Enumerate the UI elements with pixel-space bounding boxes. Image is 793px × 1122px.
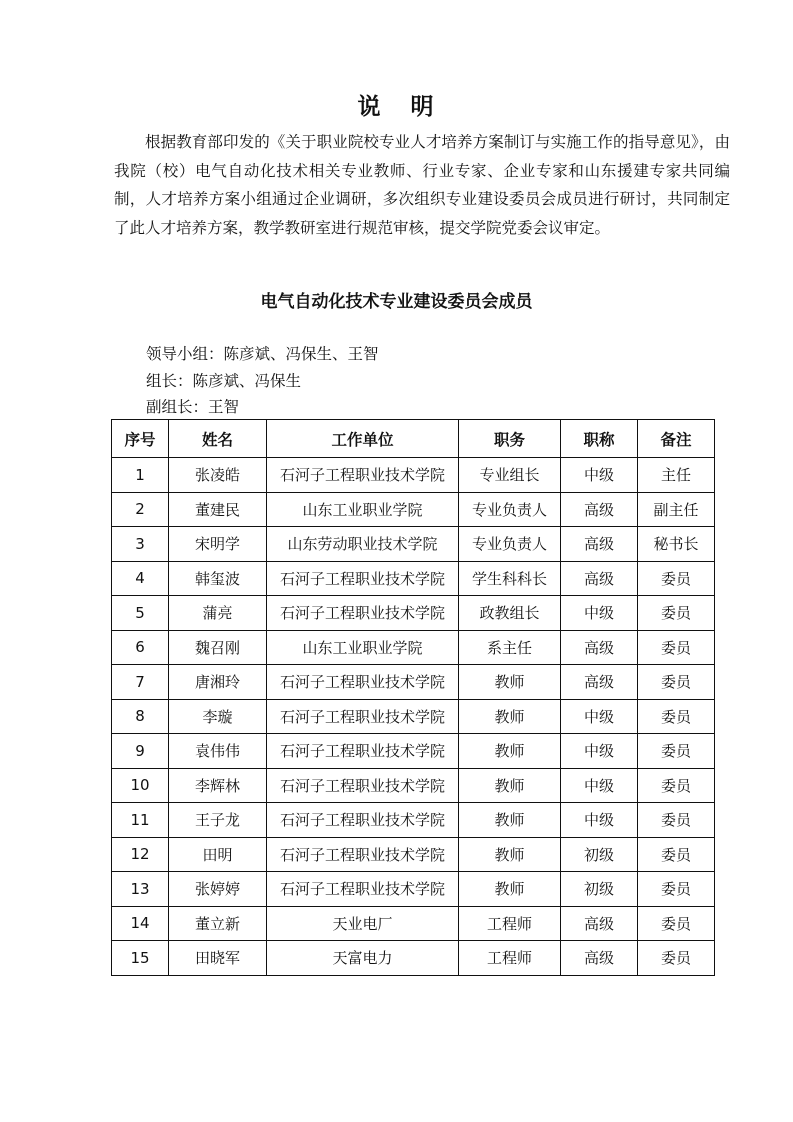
position-cell: 教师 bbox=[459, 837, 561, 872]
remark-cell: 委员 bbox=[638, 906, 715, 941]
index-cell: 8 bbox=[112, 699, 169, 734]
position-cell: 教师 bbox=[459, 803, 561, 838]
name-cell: 韩玺波 bbox=[169, 561, 267, 596]
table-row bbox=[112, 492, 715, 527]
position-cell: 系主任 bbox=[459, 630, 561, 665]
rank-cell: 中级 bbox=[561, 596, 638, 631]
table-row bbox=[112, 527, 715, 562]
leader-line: 组长：陈彦斌、冯保生 bbox=[146, 371, 302, 390]
remark-cell: 秘书长 bbox=[638, 527, 715, 562]
index-cell: 10 bbox=[112, 768, 169, 803]
employer-cell: 石河子工程职业技术学院 bbox=[267, 699, 459, 734]
rank-cell: 中级 bbox=[561, 803, 638, 838]
name-cell: 李璇 bbox=[169, 699, 267, 734]
name-cell: 蒲亮 bbox=[169, 596, 267, 631]
table-row bbox=[112, 699, 715, 734]
rank-cell: 高级 bbox=[561, 630, 638, 665]
employer-cell: 石河子工程职业技术学院 bbox=[267, 837, 459, 872]
rank-cell: 高级 bbox=[561, 665, 638, 700]
header-remark: 备注 bbox=[638, 420, 715, 458]
remark-cell: 委员 bbox=[638, 734, 715, 769]
rank-cell: 高级 bbox=[561, 492, 638, 527]
index-cell: 2 bbox=[112, 492, 169, 527]
index-cell: 1 bbox=[112, 458, 169, 493]
position-cell: 专业组长 bbox=[459, 458, 561, 493]
index-cell: 12 bbox=[112, 837, 169, 872]
remark-cell: 委员 bbox=[638, 803, 715, 838]
name-cell: 田晓军 bbox=[169, 941, 267, 976]
table-row bbox=[112, 941, 715, 976]
header-employer: 工作单位 bbox=[267, 420, 459, 458]
employer-cell: 石河子工程职业技术学院 bbox=[267, 734, 459, 769]
table-row bbox=[112, 803, 715, 838]
remark-cell: 委员 bbox=[638, 561, 715, 596]
section-title: 电气自动化技术专业建设委员会成员 bbox=[260, 292, 533, 312]
remark-cell: 委员 bbox=[638, 630, 715, 665]
name-cell: 李辉林 bbox=[169, 768, 267, 803]
index-cell: 13 bbox=[112, 872, 169, 907]
table-row bbox=[112, 458, 715, 493]
remark-cell: 委员 bbox=[638, 596, 715, 631]
employer-cell: 天业电厂 bbox=[267, 906, 459, 941]
index-cell: 4 bbox=[112, 561, 169, 596]
name-cell: 董建民 bbox=[169, 492, 267, 527]
rank-cell: 中级 bbox=[561, 768, 638, 803]
remark-cell: 委员 bbox=[638, 699, 715, 734]
employer-cell: 山东工业职业学院 bbox=[267, 630, 459, 665]
header-title-rank: 职称 bbox=[561, 420, 638, 458]
table-header-row bbox=[112, 420, 715, 458]
table-row bbox=[112, 768, 715, 803]
name-cell: 王子龙 bbox=[169, 803, 267, 838]
index-cell: 5 bbox=[112, 596, 169, 631]
employer-cell: 石河子工程职业技术学院 bbox=[267, 803, 459, 838]
remark-cell: 委员 bbox=[638, 872, 715, 907]
committee-roles bbox=[146, 341, 379, 421]
position-cell: 专业负责人 bbox=[459, 527, 561, 562]
remark-cell: 委员 bbox=[638, 665, 715, 700]
header-position: 职务 bbox=[459, 420, 561, 458]
table-body bbox=[112, 458, 715, 976]
table-row bbox=[112, 906, 715, 941]
document-title: 说 明 bbox=[357, 94, 436, 120]
name-cell: 袁伟伟 bbox=[169, 734, 267, 769]
rank-cell: 初级 bbox=[561, 872, 638, 907]
header-index: 序号 bbox=[112, 420, 169, 458]
name-cell: 唐湘玲 bbox=[169, 665, 267, 700]
table-row bbox=[112, 561, 715, 596]
position-cell: 教师 bbox=[459, 734, 561, 769]
employer-cell: 天富电力 bbox=[267, 941, 459, 976]
intro-paragraph: 根据教育部印发的《关于职业院校专业人才培养方案制订与实施工作的指导意见》，由我院（校）电气自动化技术相关专业教师、行业专家、企业专家和山东援建专家共同编制，人才培养方案小组通过企业调研，多次组织专业建设委员会成员进行研讨，共同制定了此人才培养方案，教学教研室进行规范审核，提交学院党委会议审定。 bbox=[114, 133, 730, 237]
index-cell: 6 bbox=[112, 630, 169, 665]
committee-members-table bbox=[111, 419, 715, 976]
table-row bbox=[112, 837, 715, 872]
rank-cell: 中级 bbox=[561, 734, 638, 769]
position-cell: 专业负责人 bbox=[459, 492, 561, 527]
rank-cell: 高级 bbox=[561, 527, 638, 562]
name-cell: 张凌皓 bbox=[169, 458, 267, 493]
position-cell: 学生科科长 bbox=[459, 561, 561, 596]
index-cell: 11 bbox=[112, 803, 169, 838]
index-cell: 7 bbox=[112, 665, 169, 700]
employer-cell: 石河子工程职业技术学院 bbox=[267, 768, 459, 803]
table-row bbox=[112, 734, 715, 769]
name-cell: 董立新 bbox=[169, 906, 267, 941]
rank-cell: 中级 bbox=[561, 699, 638, 734]
leader-group-line: 领导小组：陈彦斌、冯保生、王智 bbox=[146, 345, 379, 363]
deputy-leader-line: 副组长：王智 bbox=[146, 398, 240, 416]
employer-cell: 石河子工程职业技术学院 bbox=[267, 665, 459, 700]
rank-cell: 高级 bbox=[561, 906, 638, 941]
index-cell: 15 bbox=[112, 941, 169, 976]
index-cell: 14 bbox=[112, 906, 169, 941]
rank-cell: 中级 bbox=[561, 458, 638, 493]
position-cell: 教师 bbox=[459, 872, 561, 907]
name-cell: 魏召刚 bbox=[169, 630, 267, 665]
position-cell: 教师 bbox=[459, 699, 561, 734]
remark-cell: 委员 bbox=[638, 837, 715, 872]
employer-cell: 山东劳动职业技术学院 bbox=[267, 527, 459, 562]
rank-cell: 初级 bbox=[561, 837, 638, 872]
rank-cell: 高级 bbox=[561, 561, 638, 596]
position-cell: 教师 bbox=[459, 665, 561, 700]
header-name: 姓名 bbox=[169, 420, 267, 458]
rank-cell: 高级 bbox=[561, 941, 638, 976]
employer-cell: 山东工业职业学院 bbox=[267, 492, 459, 527]
position-cell: 工程师 bbox=[459, 941, 561, 976]
employer-cell: 石河子工程职业技术学院 bbox=[267, 458, 459, 493]
index-cell: 3 bbox=[112, 527, 169, 562]
position-cell: 工程师 bbox=[459, 906, 561, 941]
remark-cell: 主任 bbox=[638, 458, 715, 493]
table-row bbox=[112, 872, 715, 907]
name-cell: 张婷婷 bbox=[169, 872, 267, 907]
employer-cell: 石河子工程职业技术学院 bbox=[267, 596, 459, 631]
remark-cell: 委员 bbox=[638, 941, 715, 976]
table-row bbox=[112, 665, 715, 700]
table-row bbox=[112, 596, 715, 631]
position-cell: 政教组长 bbox=[459, 596, 561, 631]
employer-cell: 石河子工程职业技术学院 bbox=[267, 561, 459, 596]
remark-cell: 副主任 bbox=[638, 492, 715, 527]
position-cell: 教师 bbox=[459, 768, 561, 803]
name-cell: 田明 bbox=[169, 837, 267, 872]
index-cell: 9 bbox=[112, 734, 169, 769]
employer-cell: 石河子工程职业技术学院 bbox=[267, 872, 459, 907]
remark-cell: 委员 bbox=[638, 768, 715, 803]
table-row bbox=[112, 630, 715, 665]
name-cell: 宋明学 bbox=[169, 527, 267, 562]
